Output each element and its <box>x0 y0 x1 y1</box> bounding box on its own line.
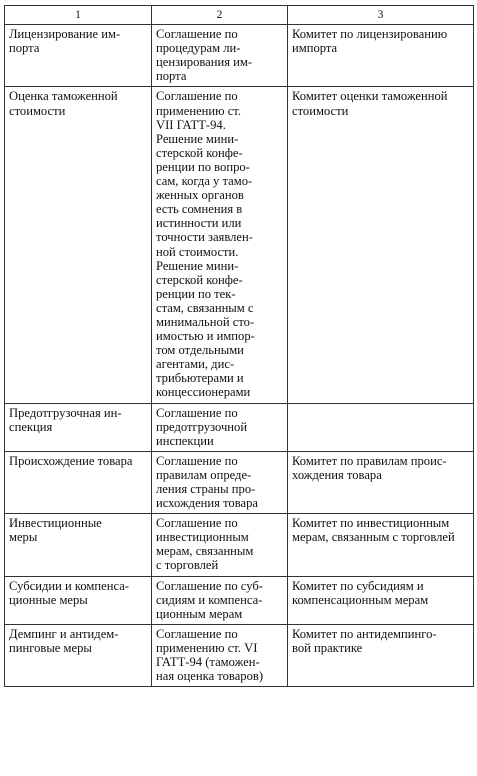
agreement-cell <box>152 451 288 513</box>
cell-text-line: спекция <box>9 419 53 434</box>
cell-text-line: применению ст. VI <box>156 640 258 655</box>
cell-text-line: точности заявлен- <box>156 230 253 245</box>
cell-text-line: импорта <box>292 41 338 56</box>
table-row <box>5 403 474 451</box>
cell-text-line: мерам, связанным <box>156 544 254 559</box>
regulation-area-cell <box>5 25 152 87</box>
cell-text-line: инвестиционным <box>156 530 249 545</box>
regulation-area-cell <box>5 624 152 686</box>
cell-text-line: Решение мини- <box>156 258 239 273</box>
cell-text-line: ления страны про- <box>156 482 256 496</box>
cell-text-line: Соглашение по <box>156 626 238 641</box>
cell-text-line: истинности или <box>156 216 242 231</box>
cell-text-line: порта <box>9 41 40 56</box>
agreement-cell <box>152 87 288 403</box>
cell-text-line: Комитет по инвестиционным <box>292 516 450 531</box>
committee-cell <box>288 25 474 87</box>
cell-text-line: Оценка таможенной <box>9 89 118 104</box>
cell-text-line: стоимости <box>9 103 66 118</box>
cell-text-line: стерской конфе- <box>156 272 243 287</box>
committee-cell <box>288 403 474 451</box>
cell-text-line: Инвестиционные <box>9 516 102 531</box>
cell-text-line: Демпинг и антидем- <box>9 626 119 641</box>
committee-cell <box>288 514 474 576</box>
cell-text-line: процедурам ли- <box>156 41 241 56</box>
table-row <box>5 624 474 686</box>
cell-text-line: применению ст. <box>156 103 241 118</box>
cell-text-line: ционным мерам <box>156 606 243 621</box>
agreement-cell <box>152 403 288 451</box>
cell-text-line: ционные меры <box>9 592 88 607</box>
cell-text-line: правилам опреде- <box>156 467 252 482</box>
cell-text-line: ной стоимости. <box>156 244 239 259</box>
cell-text-line: ренции по вопро- <box>156 159 250 174</box>
cell-text-line: есть сомнения в <box>156 202 243 217</box>
cell-text-line: стам, связанным с <box>156 300 254 315</box>
cell-text-line: хождения товара <box>292 467 382 482</box>
committee-cell <box>288 576 474 624</box>
cell-text-line: пинговые меры <box>9 640 92 655</box>
document-page <box>4 5 473 687</box>
cell-text-line: стерской конфе- <box>156 145 243 160</box>
regulation-area-cell <box>5 87 152 403</box>
cell-text-line: женных органов <box>156 188 244 203</box>
cell-text-line: мерам, связанным с торговлей <box>292 530 455 545</box>
table-row <box>5 514 474 576</box>
cell-text-line: минимальной сто- <box>156 314 255 329</box>
cell-text-line: Лицензирование им- <box>9 27 121 42</box>
column-header-1: 1 <box>5 6 152 25</box>
table-row <box>5 576 474 624</box>
cell-text-line: Соглашение по суб- <box>156 578 263 593</box>
cell-text-line: Соглашение по <box>156 516 238 531</box>
committee-cell <box>288 624 474 686</box>
committee-cell <box>288 451 474 513</box>
agreement-cell <box>152 624 288 686</box>
agreement-cell <box>152 576 288 624</box>
table-row <box>5 451 474 513</box>
cell-text-line: Комитет оценки таможенной <box>292 89 448 104</box>
cell-text-line: Субсидии и компенса- <box>9 578 129 593</box>
cell-text-line: Соглашение по <box>156 453 238 468</box>
cell-text-line: инспекции <box>156 433 214 448</box>
table-row <box>5 25 474 87</box>
regulation-area-cell <box>5 451 152 513</box>
cell-text-line: исхождения товара <box>156 496 258 511</box>
agreement-cell <box>152 25 288 87</box>
cell-text-line: Предотгрузочная ин- <box>9 405 122 420</box>
column-header-2: 2 <box>152 6 288 25</box>
cell-text-line: Комитет по антидемпинго- <box>292 626 437 641</box>
cell-text-line: ная оценка товаров) <box>156 669 264 684</box>
cell-text-line: VII ГАТТ-94. <box>156 117 226 132</box>
cell-text-line: Происхождение товара <box>9 453 133 468</box>
cell-text-line: том отдельными <box>156 343 244 358</box>
table-row <box>5 87 474 403</box>
cell-text-line: сидиям и компенса- <box>156 592 263 607</box>
cell-text-line: цензирования им- <box>156 55 253 70</box>
cell-text-line: Соглашение по <box>156 405 238 420</box>
cell-text-line: стоимости <box>292 103 349 118</box>
regulation-area-cell <box>5 403 152 451</box>
cell-text-line: ренции по тек- <box>156 286 236 301</box>
agreement-cell <box>152 514 288 576</box>
cell-text-line: Комитет по субсидиям и <box>292 578 424 593</box>
cell-text-line: компенсационным мерам <box>292 592 429 607</box>
cell-text-line: Комитет по правилам проис- <box>292 453 447 468</box>
cell-text-line: Соглашение по <box>156 27 238 42</box>
committee-cell <box>288 87 474 403</box>
wto-agreements-table <box>4 5 474 687</box>
cell-text-line: концессионерами <box>156 385 251 400</box>
cell-text-line: трибьютерами и <box>156 371 244 386</box>
cell-text-line: с торговлей <box>156 558 219 573</box>
table-body <box>5 25 474 687</box>
cell-text-line: порта <box>156 69 187 84</box>
cell-text-line: Соглашение по <box>156 89 238 104</box>
cell-text-line: имостью и импор- <box>156 329 255 344</box>
cell-text-line: Комитет по лицензированию <box>292 27 448 42</box>
cell-text-line: предотгрузочной <box>156 419 248 434</box>
cell-text-line: вой практике <box>292 640 363 655</box>
cell-text-line: меры <box>9 530 38 545</box>
cell-text-line: агентами, дис- <box>156 357 235 372</box>
column-header-3: 3 <box>288 6 474 25</box>
cell-text-line: Решение мини- <box>156 131 239 146</box>
regulation-area-cell <box>5 576 152 624</box>
regulation-area-cell <box>5 514 152 576</box>
cell-text-line: ГАТТ-94 (таможен- <box>156 655 260 670</box>
table-header-row <box>5 6 474 25</box>
cell-text-line: сам, когда у тамо- <box>156 174 253 189</box>
